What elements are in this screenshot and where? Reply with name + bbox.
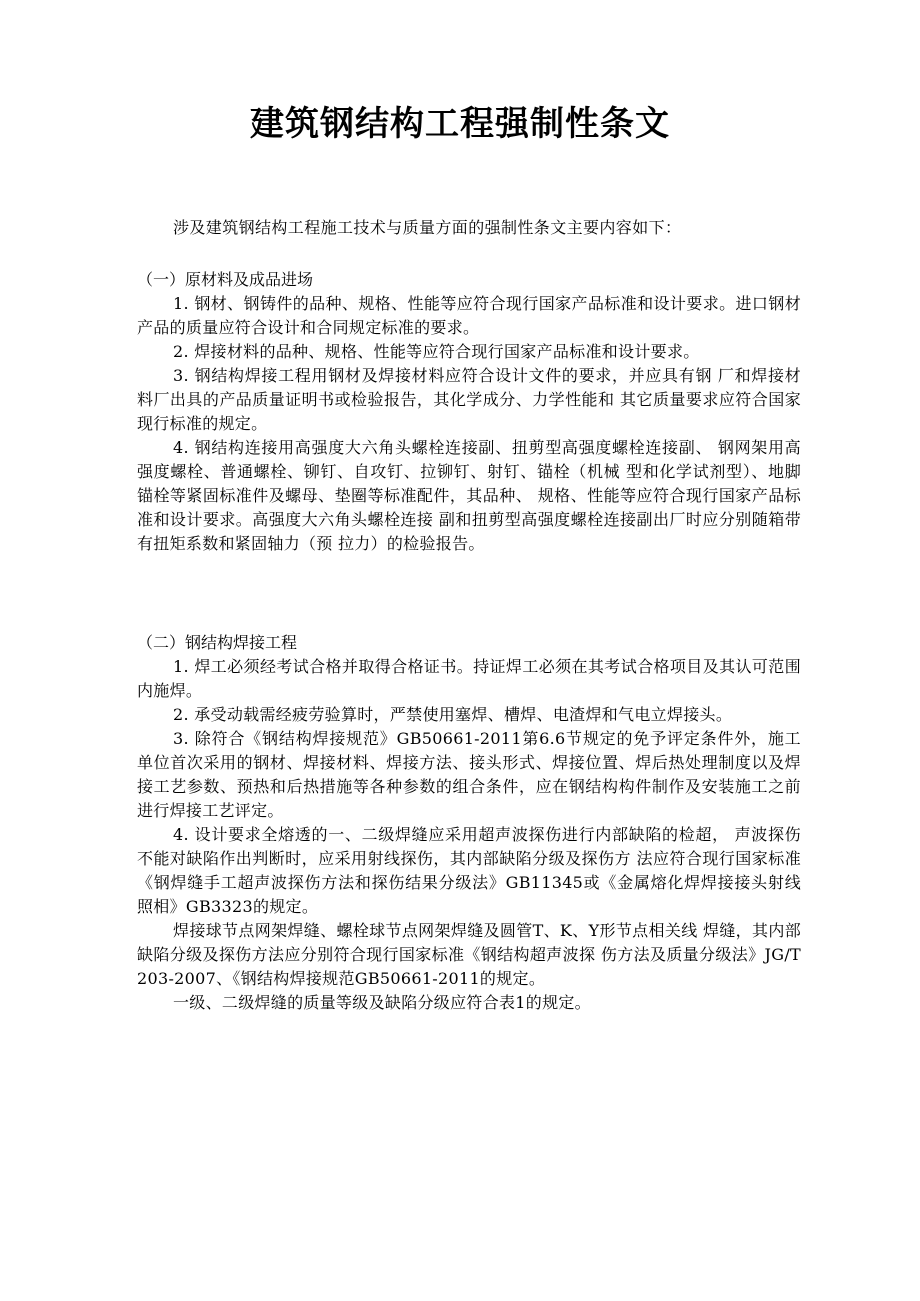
clause-paragraph: 3. 钢结构焊接工程用钢材及焊接材料应符合设计文件的要求，并应具有钢 厂和焊接材料厂出具的产品质量证明书或检验报告，其化学成分、力学性能和 其它质量要求应符合国家现行标准的规定。 bbox=[137, 366, 801, 433]
clause-paragraph: 2. 承受动载需经疲劳验算时，严禁使用塞焊、槽焊、电渣焊和气电立焊接头。 bbox=[173, 705, 733, 724]
section-welding bbox=[137, 631, 801, 1015]
clause-paragraph: 4. 设计要求全熔透的一、二级焊缝应采用超声波探伤进行内部缺陷的检超， 声波探伤不能对缺陷作出判断时，应采用射线探伤，其内部缺陷分级及探伤方 法应符合现行国家标准《钢焊缝手工超声波探伤方法和探伤结果分级法》GB11345或《金属熔化焊焊接接头射线照相》GB3323的规定。 bbox=[137, 825, 801, 916]
clause-paragraph: 焊接球节点网架焊缝、螺栓球节点网架焊缝及圆管T、K、Y形节点相关线 焊缝，其内部缺陷分级及探伤方法应分别符合现行国家标准《钢结构超声波探 伤方法及质量分级法》JG/T203-2007、《钢结构焊接规范GB50661-2011的规定。 bbox=[137, 921, 801, 988]
section-raw-materials bbox=[137, 268, 801, 556]
document-title: 建筑钢结构工程强制性条文 bbox=[250, 104, 670, 144]
clause-paragraph: 1. 钢材、钢铸件的品种、规格、性能等应符合现行国家产品标准和设计要求。进口钢材产品的质量应符合设计和合同规定标准的要求。 bbox=[137, 294, 801, 337]
section-heading: （一）原材料及成品进场 bbox=[137, 270, 314, 289]
clause-paragraph: 1. 焊工必须经考试合格并取得合格证书。持证焊工必须在其考试合格项目及其认可范围内施焊。 bbox=[137, 657, 801, 700]
clause-paragraph: 2. 焊接材料的品种、规格、性能等应符合现行国家产品标准和设计要求。 bbox=[173, 342, 700, 361]
clause-paragraph: 4. 钢结构连接用高强度大六角头螺栓连接副、扭剪型高强度螺栓连接副、 钢网架用高强度螺栓、普通螺栓、铆钉、自攻钉、拉铆钉、射钉、锚栓（机械 型和化学试剂型）、地脚锚栓等紧固标准件及螺母、垫圈等标准配件，其品种、 规格、性能等应符合现行国家产品标准和设计要求。高强度大六角头螺栓连接 副和扭剪型高强度螺栓连接副出厂时应分别随箱带有扭矩系数和紧固轴力（预 拉力）的检验报告。 bbox=[137, 438, 801, 553]
intro-paragraph: 涉及建筑钢结构工程施工技术与质量方面的强制性条文主要内容如下： bbox=[173, 218, 682, 237]
section-heading: （二）钢结构焊接工程 bbox=[137, 633, 298, 652]
clause-paragraph: 一级、二级焊缝的质量等级及缺陷分级应符合表1的规定。 bbox=[173, 993, 591, 1012]
clause-paragraph: 3. 除符合《钢结构焊接规范》GB50661-2011第6.6节规定的免予评定条件外，施工单位首次采用的钢材、焊接材料、焊接方法、接头形式、焊接位置、焊后热处理制度以及焊接工艺参数、预热和后热措施等各种参数的组合条件，应在钢结构构件制作及安装施工之前进行焊接工艺评定。 bbox=[137, 729, 801, 820]
